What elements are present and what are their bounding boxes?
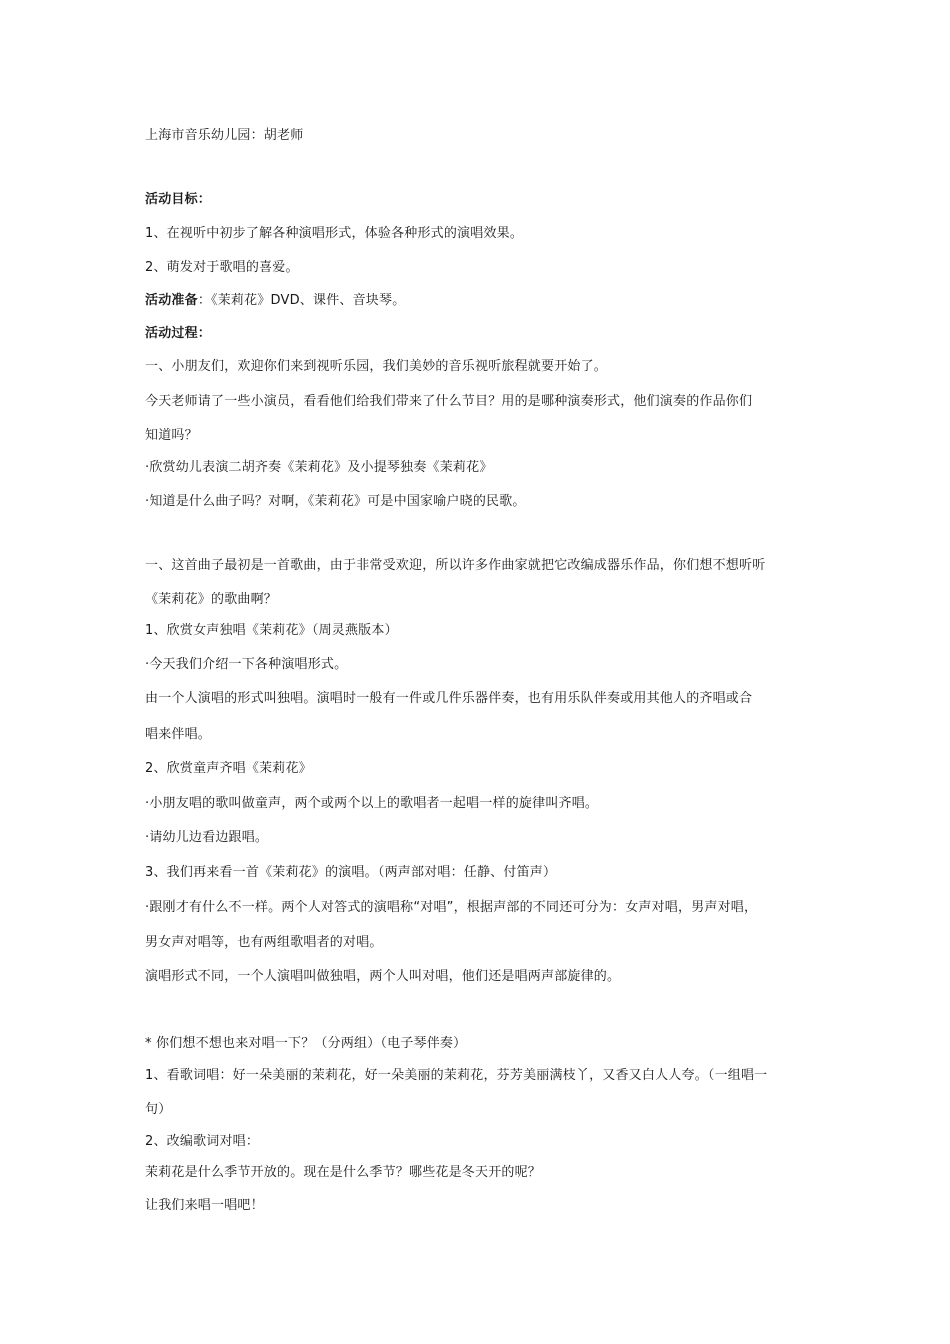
goal-item-1: 1、在视听中初步了解各种演唱形式，体验各种形式的演唱效果。 — [145, 226, 524, 241]
paragraph: 一、这首曲子最初是一首歌曲，由于非常受欢迎，所以许多作曲家就把它改编成器乐作品，你们想不想听听 — [145, 558, 766, 573]
bullet-item: ·小朋友唱的歌叫做童声，两个或两个以上的歌唱者一起唱一样的旋律叫齐唱。 — [145, 796, 599, 811]
paragraph: 一、小朋友们，欢迎你们来到视听乐园，我们美妙的音乐视听旅程就要开始了。 — [145, 359, 608, 374]
goal-item-2: 2、萌发对于歌唱的喜爱。 — [145, 260, 299, 275]
paragraph: 今天老师请了一些小演员，看看他们给我们带来了什么节目？用的是哪种演奏形式，他们演奏的作品你们 — [145, 394, 753, 409]
numbered-item: 1、欣赏女声独唱《茉莉花》（周灵燕版本） — [145, 623, 398, 638]
process-heading: 活动过程： — [145, 326, 212, 341]
preparation-text: ：《茉莉花》DVD、课件、音块琴。 — [197, 293, 406, 308]
numbered-item: 1、看歌词唱：好一朵美丽的茉莉花，好一朵美丽的茉莉花，芬芳美丽满枝丫，又香又白人人夸。（一组唱一 — [145, 1068, 768, 1083]
paragraph-continued: 句） — [145, 1102, 172, 1117]
numbered-item: 3、我们再来看一首《茉莉花》的演唱。（两声部对唱：任静、付笛声） — [145, 865, 557, 880]
paragraph: 演唱形式不同，一个人演唱叫做独唱，两个人叫对唱，他们还是唱两声部旋律的。 — [145, 969, 621, 984]
preparation-label: 活动准备 — [145, 293, 198, 308]
preparation-line — [145, 292, 815, 310]
numbered-item: 2、欣赏童声齐唱《茉莉花》 — [145, 761, 312, 776]
bullet-item: ·欣赏幼儿表演二胡齐奏《茉莉花》及小提琴独奏《茉莉花》 — [145, 460, 493, 475]
author-line: 上海市音乐幼儿园：胡老师 — [145, 128, 304, 143]
bullet-item: ·跟刚才有什么不一样。两个人对答式的演唱称“对唱”，根据声部的不同还可分为：女声对唱，男声对唱， — [145, 900, 758, 915]
paragraph: 茉莉花是什么季节开放的。现在是什么季节？哪些花是冬天开的呢？ — [145, 1165, 542, 1180]
bullet-item: ·知道是什么曲子吗？对啊，《茉莉花》可是中国家喻户晓的民歌。 — [145, 494, 526, 509]
paragraph: 由一个人演唱的形式叫独唱。演唱时一般有一件或几件乐器伴奏，也有用乐队伴奏或用其他人的齐唱或合 — [145, 691, 753, 706]
paragraph-continued: 《茉莉花》的歌曲啊？ — [145, 592, 278, 607]
paragraph-continued: 男女声对唱等，也有两组歌唱者的对唱。 — [145, 935, 383, 950]
paragraph: 让我们来唱一唱吧！ — [145, 1198, 264, 1213]
paragraph: * 你们想不想也来对唱一下？（分两组）（电子琴伴奏） — [145, 1036, 467, 1051]
paragraph-continued: 知道吗？ — [145, 428, 198, 443]
bullet-item: ·请幼儿边看边跟唱。 — [145, 830, 269, 845]
numbered-item: 2、改编歌词对唱： — [145, 1134, 260, 1149]
goals-heading: 活动目标： — [145, 192, 212, 207]
bullet-item: ·今天我们介绍一下各种演唱形式。 — [145, 657, 348, 672]
paragraph-continued: 唱来伴唱。 — [145, 727, 212, 742]
